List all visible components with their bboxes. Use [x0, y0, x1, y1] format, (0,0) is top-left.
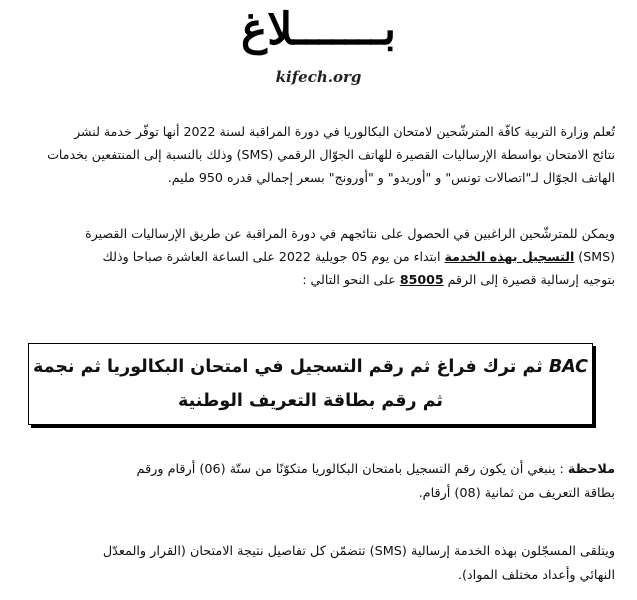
- paragraph-line: [22, 245, 615, 268]
- paragraph-line: تُعلم وزارة التربية كافّة المترشّحين لامتحان البكالوريا في دورة المراقبة لسنة 2022 أنها توفّر خدمة لنشر: [74, 124, 615, 139]
- format-text: ثم ترك فراغ ثم رقم التسجيل في امتحان البكالوريا ثم نجمة: [32, 357, 549, 377]
- paragraph-line: [22, 458, 615, 482]
- paragraph-line: ويمكن للمترشّحين الراغبين في الحصول على نتائجهم في دورة المراقبة عن طريق الإرساليات القصيرة: [85, 226, 615, 241]
- paragraph-line: النهائي وأعداد مختلف المواد).: [457, 568, 615, 583]
- note-label: ملاحظة: [567, 462, 615, 477]
- note-text: : ينبغي أن يكون رقم التسجيل بامتحان البكالوريا متكوّنًا من ستّة (06) أرقام ورقم: [136, 462, 568, 477]
- registration-date: ابتداء من يوم 05 جويلية 2022 على الساعة العاشرة صباحا وذلك: [102, 249, 445, 264]
- paragraph-note: [22, 458, 615, 506]
- bac-keyword: BAC: [548, 357, 589, 377]
- paragraph-result: [22, 540, 615, 588]
- registration-underlined: التسجيل بهذه الخدمة: [444, 249, 575, 264]
- paragraph-line: الهاتف الجوّال لـ"اتصالات تونس" و "أوريدو" و "أورونج" بسعر إجمالي قدره 950 مليم.: [167, 170, 615, 185]
- page-title: بـــــــلاغ: [241, 4, 396, 55]
- sms-format-box: [28, 343, 593, 425]
- paragraph-intro: [22, 120, 615, 189]
- format-line: [29, 350, 592, 384]
- sms-label: (SMS): [574, 249, 615, 264]
- paragraph-line: بطاقة التعريف من ثمانية (08) أرقام.: [418, 486, 615, 501]
- sms-number: 85005: [399, 272, 444, 287]
- watermark-text: kifech.org: [275, 68, 362, 86]
- paragraph-line: ويتلقى المسجّلون بهذه الخدمة إرسالية (SMS) تتضمّن كل تفاصيل نتيجة الامتحان (القرار والمعدّل: [102, 544, 615, 559]
- send-prefix: بتوجيه إرسالية قصيرة إلى الرقم: [443, 272, 615, 287]
- format-line: ثم رقم بطاقة التعريف الوطنية: [178, 391, 443, 411]
- paragraph-registration: [22, 222, 615, 291]
- paragraph-line: [22, 268, 615, 291]
- send-suffix: على النحو التالي :: [302, 272, 400, 287]
- paragraph-line: نتائج الامتحان بواسطة الإرساليات القصيرة للهاتف الجوّال الرقمي (SMS) وذلك بالنسبة إلى المنتفعين بخدمات: [47, 147, 615, 162]
